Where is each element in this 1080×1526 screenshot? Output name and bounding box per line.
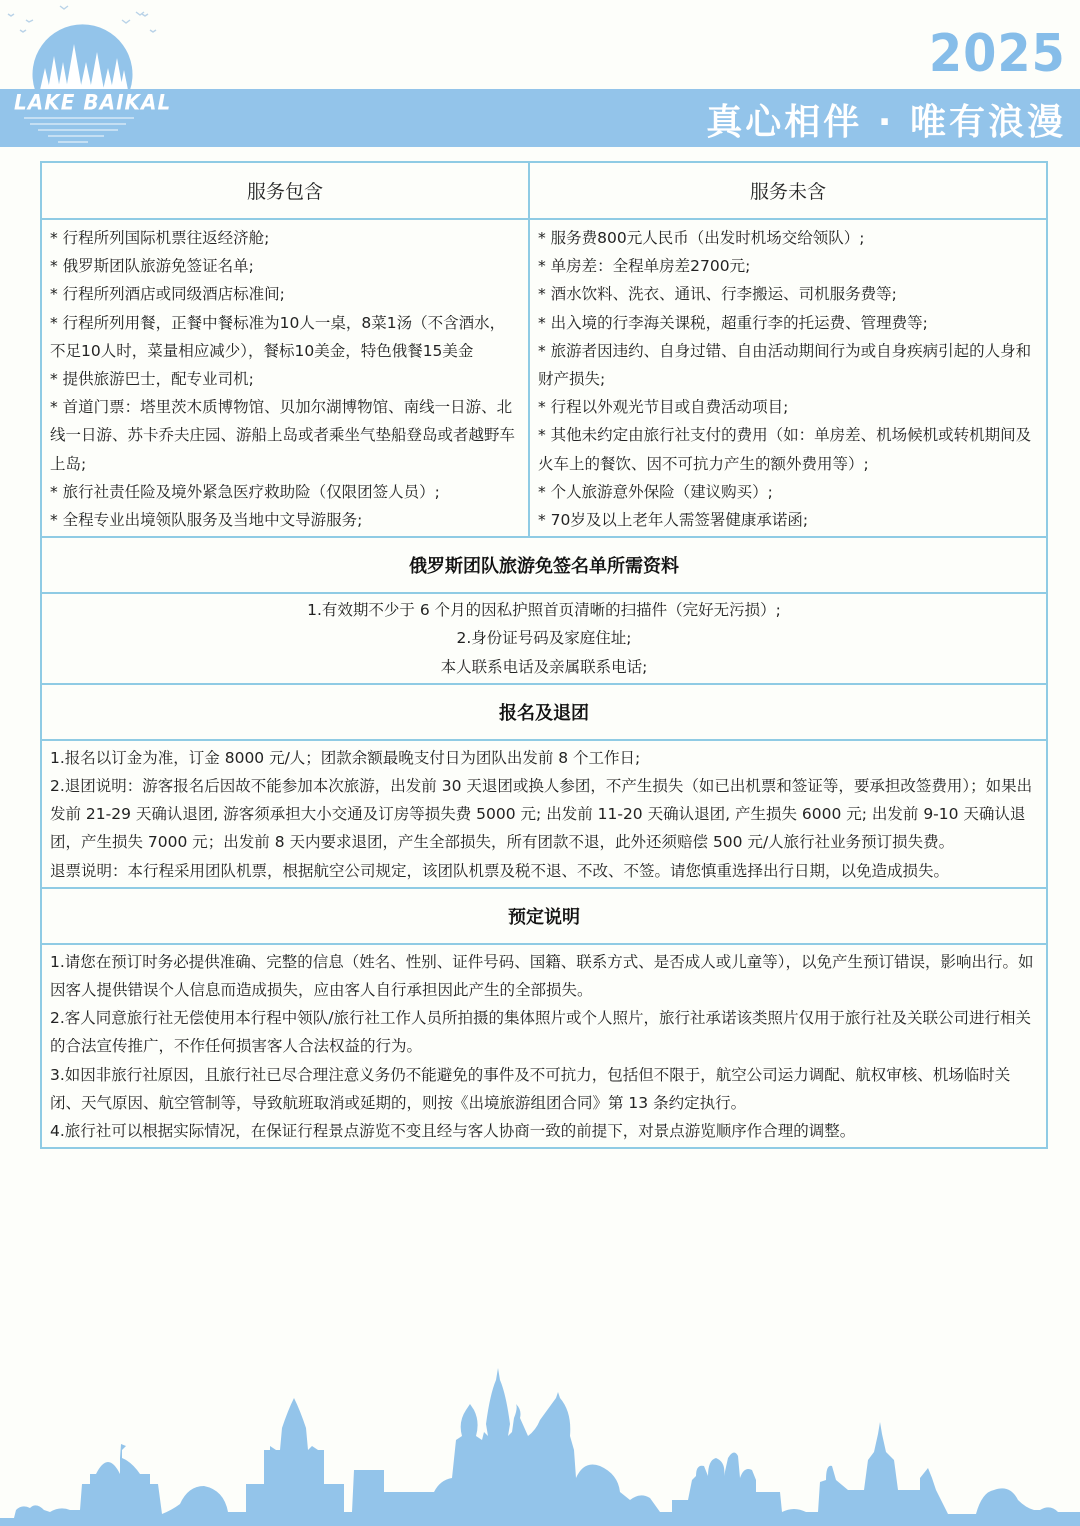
list-item: * 个人旅游意外保险（建议购买）; bbox=[538, 482, 773, 501]
services-excluded-heading: 服务未含 bbox=[749, 181, 826, 203]
visa-requirements-list bbox=[42, 594, 1046, 683]
booking-section-title: 预定说明 bbox=[508, 906, 580, 928]
services-included-heading: 服务包含 bbox=[42, 163, 530, 218]
registration-section-title: 报名及退团 bbox=[499, 702, 589, 724]
list-item: 3.如因非旅行社原因，且旅行社已尽合理注意义务仍不能避免的事件及不可抗力，包括但不限于，航空公司运力调配、航权审核、机场临时关闭、天气原因、航空管制等，导致航班取消或延期的，则按《出境旅游组团合同》第 13 条约定执行。 bbox=[50, 1065, 1011, 1112]
list-item: 1.报名以订金为准，订金 8000 元/人；团款余额最晚支付日为团队出发前 8 个工作日; bbox=[50, 748, 641, 767]
list-item: 1.有效期不少于 6 个月的因私护照首页清晰的扫描件（完好无污损）; bbox=[307, 601, 781, 620]
visa-content-row bbox=[42, 594, 1046, 685]
list-item: * 行程所列用餐，正餐中餐标准为10人一桌，8菜1汤（不含酒水，不足10人时，菜量相应减少），餐标10美金，特色俄餐15美金 bbox=[50, 313, 506, 360]
services-header-row bbox=[42, 163, 1046, 220]
list-item: * 旅游者因违约、自身过错、自由活动期间行为或自身疾病引起的人身和财产损失; bbox=[538, 341, 1032, 389]
visa-section-title: 俄罗斯团队旅游免签名单所需资料 bbox=[409, 556, 679, 578]
list-item: * 服务费800元人民币（出发时机场交给领队）; bbox=[538, 229, 865, 247]
list-item: * 行程所列国际机票往返经济舱; bbox=[50, 229, 270, 247]
list-item: * 70岁及以上老年人需签署健康承诺函; bbox=[538, 511, 809, 530]
booking-content-row bbox=[42, 945, 1046, 1147]
list-item: * 俄罗斯团队旅游免签证名单; bbox=[50, 257, 254, 276]
list-item: * 单房差：全程单房差2700元; bbox=[538, 257, 751, 276]
booking-title-row bbox=[42, 889, 1046, 945]
itinerary-terms-table bbox=[40, 161, 1048, 1149]
list-item: 本人联系电话及亲属联系电话; bbox=[440, 657, 648, 676]
list-item: 2.客人同意旅行社无偿使用本行程中领队/旅行社工作人员所拍摄的集体照片或个人照片，旅行社承诺该类照片仅用于旅行社及关联公司进行相关的合法宣传推广，不作任何损害客人合法权益的行为。 bbox=[50, 1009, 1032, 1056]
registration-terms bbox=[42, 741, 1046, 887]
list-item: * 其他未约定由旅行社支付的费用（如：单房差、机场候机或转机期间及火车上的餐饮、因不可抗力产生的额外费用等）; bbox=[538, 426, 1032, 473]
list-item: 2.退团说明：游客报名后因故不能参加本次旅游，出发前 30 天退团或换人参团，不产生损失（如已出机票和签证等，要承担改签费用）；如果出发前 21-29 天确认退团, 游客须承担大小交通及订房等损失费 5000 元; 出发前 11-20 天确认退团, 产生损失 6000 元; 出发前 9-10 天确认退团，产生损失 7000 元；出发前 8 天内要求退团，产生全部损失，所有团款不退，此外还须赔偿 500 元/人旅行社业务预订损失费。 bbox=[50, 777, 1033, 852]
list-item: * 首道门票：塔里茨木质博物馆、贝加尔湖博物馆、南线一日游、北线一日游、苏卡乔夫庄园、游船上岛或者乘坐气垫船登岛或者越野车上岛; bbox=[50, 398, 516, 473]
year-label: 2025 bbox=[929, 24, 1066, 84]
moscow-skyline-icon bbox=[0, 1350, 1080, 1526]
list-item: 2.身份证号码及家庭住址; bbox=[456, 629, 632, 648]
services-content-row bbox=[42, 220, 1046, 538]
list-item: 4.旅行社可以根据实际情况，在保证行程景点游览不变且经与客人协商一致的前提下，对景点游览顺序作合理的调整。 bbox=[50, 1122, 856, 1141]
list-item: 退票说明：本行程采用团队机票，根据航空公司规定，该团队机票及税不退、不改、不签。请您慎重选择出行日期，以免造成损失。 bbox=[50, 861, 950, 880]
list-item: * 出入境的行李海关课税，超重行李的托运费、管理费等; bbox=[538, 313, 928, 332]
water-ripples-icon bbox=[0, 0, 170, 150]
booking-terms bbox=[42, 945, 1046, 1147]
list-item: * 旅行社责任险及境外紧急医疗救助险（仅限团签人员）; bbox=[50, 482, 440, 501]
slogan: 真心相伴 · 唯有浪漫 bbox=[706, 102, 1066, 143]
list-item: * 酒水饮料、洗衣、通讯、行李搬运、司机服务费等; bbox=[538, 285, 897, 304]
logo-text: LAKE BAIKAL bbox=[14, 89, 172, 115]
registration-title-row bbox=[42, 685, 1046, 741]
list-item: * 行程以外观光节目或自费活动项目; bbox=[538, 398, 789, 417]
visa-title-row bbox=[42, 538, 1046, 594]
registration-content-row bbox=[42, 741, 1046, 889]
list-item: 1.请您在预订时务必提供准确、完整的信息（姓名、性别、证件号码、国籍、联系方式、是否成人或儿童等），以免产生预订错误，影响出行。如因客人提供错误个人信息而造成损失，应由客人自行承担因此产生的全部损失。 bbox=[50, 952, 1034, 1000]
list-item: * 全程专业出境领队服务及当地中文导游服务; bbox=[50, 511, 363, 530]
page-header bbox=[0, 0, 1080, 160]
list-item: * 提供旅游巴士，配专业司机; bbox=[50, 370, 254, 389]
services-included-list bbox=[42, 220, 530, 536]
services-excluded-list bbox=[530, 220, 1046, 536]
list-item: * 行程所列酒店或同级酒店标准间; bbox=[50, 285, 285, 304]
